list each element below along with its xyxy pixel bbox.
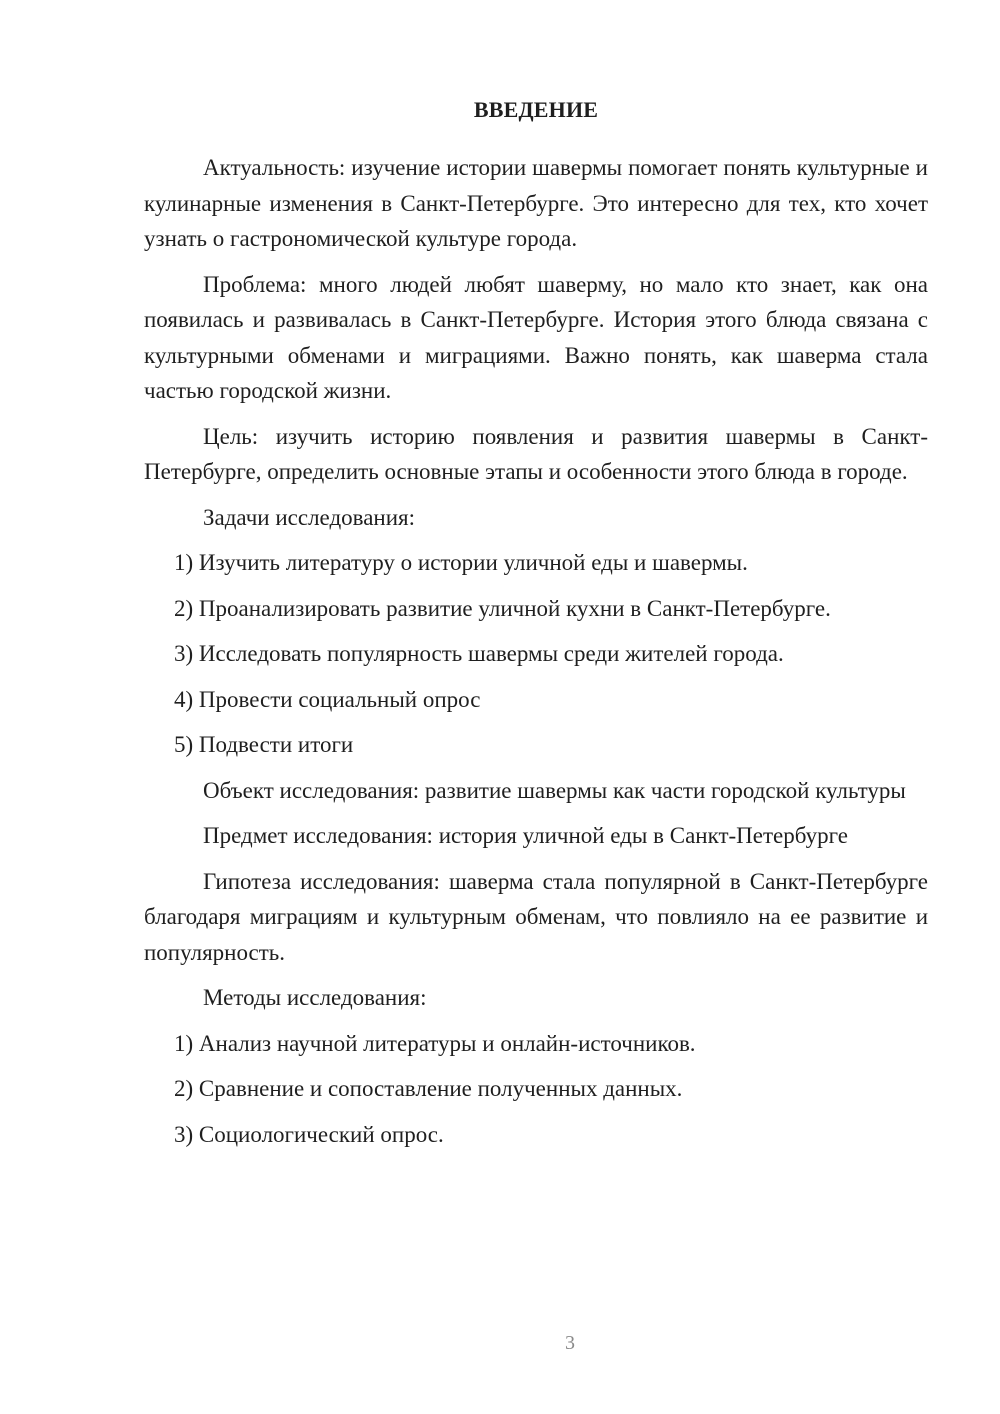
method-item-1: 1) Анализ научной литературы и онлайн-источников.	[174, 1030, 696, 1056]
method-item-3: 3) Социологический опрос.	[174, 1121, 444, 1147]
method-item-2: 2) Сравнение и сопоставление полученных данных.	[174, 1076, 683, 1101]
task-item-2: 2) Проанализировать развитие уличной кухни в Санкт-Петербурге.	[174, 595, 831, 621]
task-item-5: 5) Подвести итоги	[174, 732, 354, 757]
paragraph-relevance: Актуальность: изучение истории шавермы помогает понять культурные и кулинарные изменения в Санкт-Петербурге. Это интересно для тех, кто хочет узнать о гастрономической культуре города.	[144, 155, 928, 251]
paragraph-hypothesis: Гипотеза исследования: шаверма стала популярной в Санкт-Петербурге благодаря миграциям и культурным обменам, что повлияло на ее развитие и популярность.	[144, 868, 928, 965]
task-item-3: 3) Исследовать популярность шавермы среди жителей города.	[174, 641, 784, 666]
methods-heading: Методы исследования:	[203, 985, 427, 1010]
section-title: ВВЕДЕНИЕ	[473, 97, 599, 122]
task-item-4: 4) Провести социальный опрос	[174, 686, 481, 712]
paragraph-subject: Предмет исследования: история уличной еды в Санкт-Петербурге	[203, 823, 848, 848]
page-number: 3	[565, 1332, 575, 1354]
paragraph-goal: Цель: изучить историю появления и развития шавермы в Санкт-Петербурге, определить основные этапы и особенности этого блюда в городе.	[144, 423, 928, 484]
page-content	[144, 90, 928, 1162]
tasks-heading: Задачи исследования:	[203, 504, 416, 530]
task-item-1: 1) Изучить литературу о истории уличной еды и шавермы.	[174, 550, 748, 575]
paragraph-problem: Проблема: много людей любят шаверму, но мало кто знает, как она появилась и развивалась в Санкт-Петербурге. История этого блюда связана с культурными обменами и миграциями. Важно понять, как шаверма стала частью городской жизни.	[144, 271, 928, 403]
paragraph-object: Объект исследования: развитие шавермы как части городской культуры	[203, 777, 906, 803]
